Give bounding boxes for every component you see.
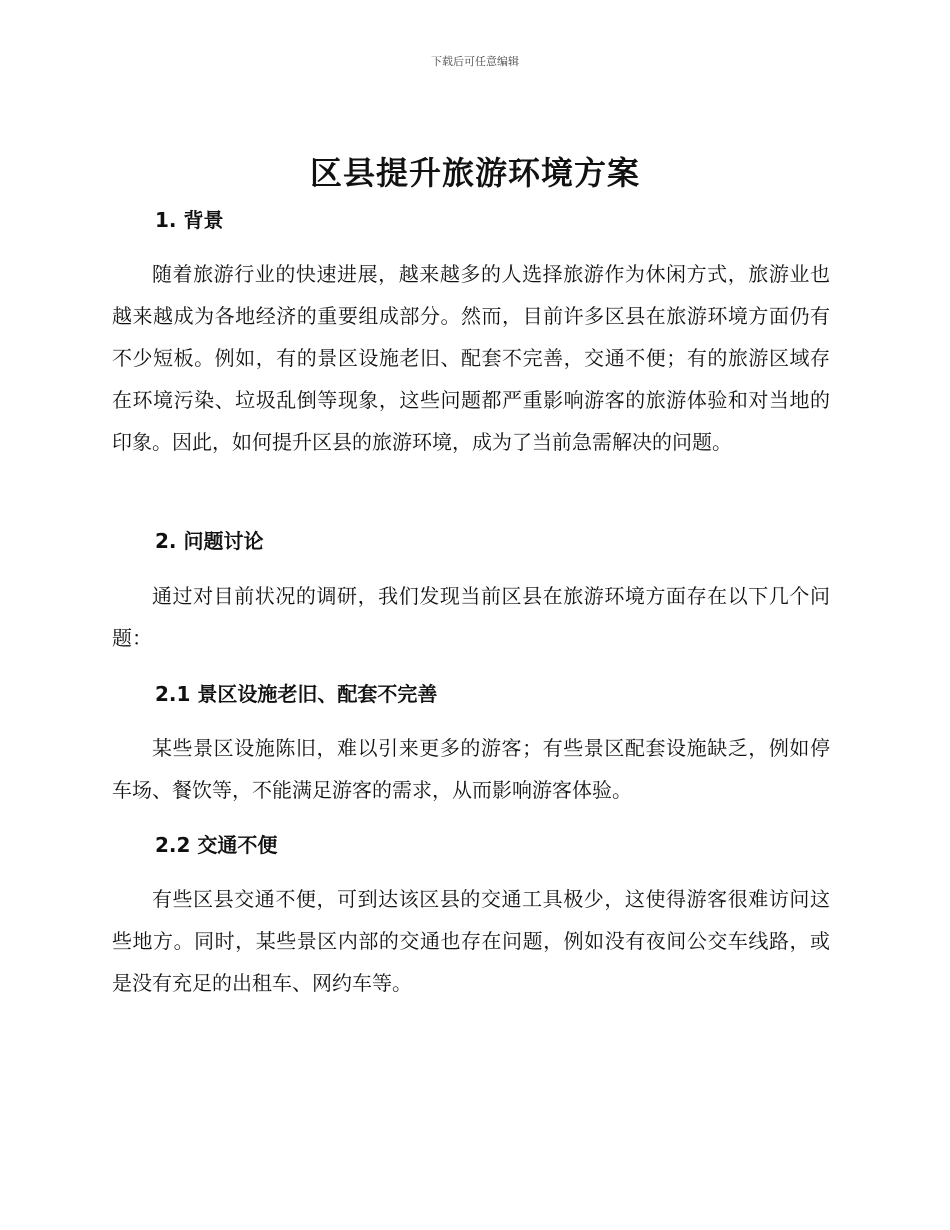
section-heading-background: 1. 背景 <box>155 208 224 232</box>
section-heading-facilities: 2.1 景区设施老旧、配套不完善 <box>155 682 438 706</box>
document-title: 区县提升旅游环境方案 <box>309 154 640 192</box>
page-header-note: 下载后可任意编辑 <box>431 55 519 68</box>
section-paragraph-problem-discussion: 通过对目前状况的调研，我们发现当前区县在旅游环境方面存在以下几个问题： <box>112 584 830 650</box>
section-heading-transportation: 2.2 交通不便 <box>155 833 278 857</box>
section-paragraph-background: 随着旅游行业的快速进展，越来越多的人选择旅游作为休闲方式，旅游业也越来越成为各地经济的重要组成部分。然而，目前许多区县在旅游环境方面仍有不少短板。例如，有的景区设施老旧、配套不完善，交通不便；有的旅游区域存在环境污染、垃圾乱倒等现象，这些问题都严重影响游客的旅游体验和对当地的印象。因此，如何提升区县的旅游环境，成为了当前急需解决的问题。 <box>112 262 830 454</box>
section-paragraph-transportation: 有些区县交通不便，可到达该区县的交通工具极少，这使得游客很难访问这些地方。同时，某些景区内部的交通也存在问题，例如没有夜间公交车线路，或是没有充足的出租车、网约车等。 <box>112 887 830 995</box>
section-heading-problem-discussion: 2. 问题讨论 <box>155 529 264 553</box>
section-paragraph-facilities: 某些景区设施陈旧，难以引来更多的游客；有些景区配套设施缺乏，例如停车场、餐饮等，不能满足游客的需求，从而影响游客体验。 <box>112 736 830 802</box>
